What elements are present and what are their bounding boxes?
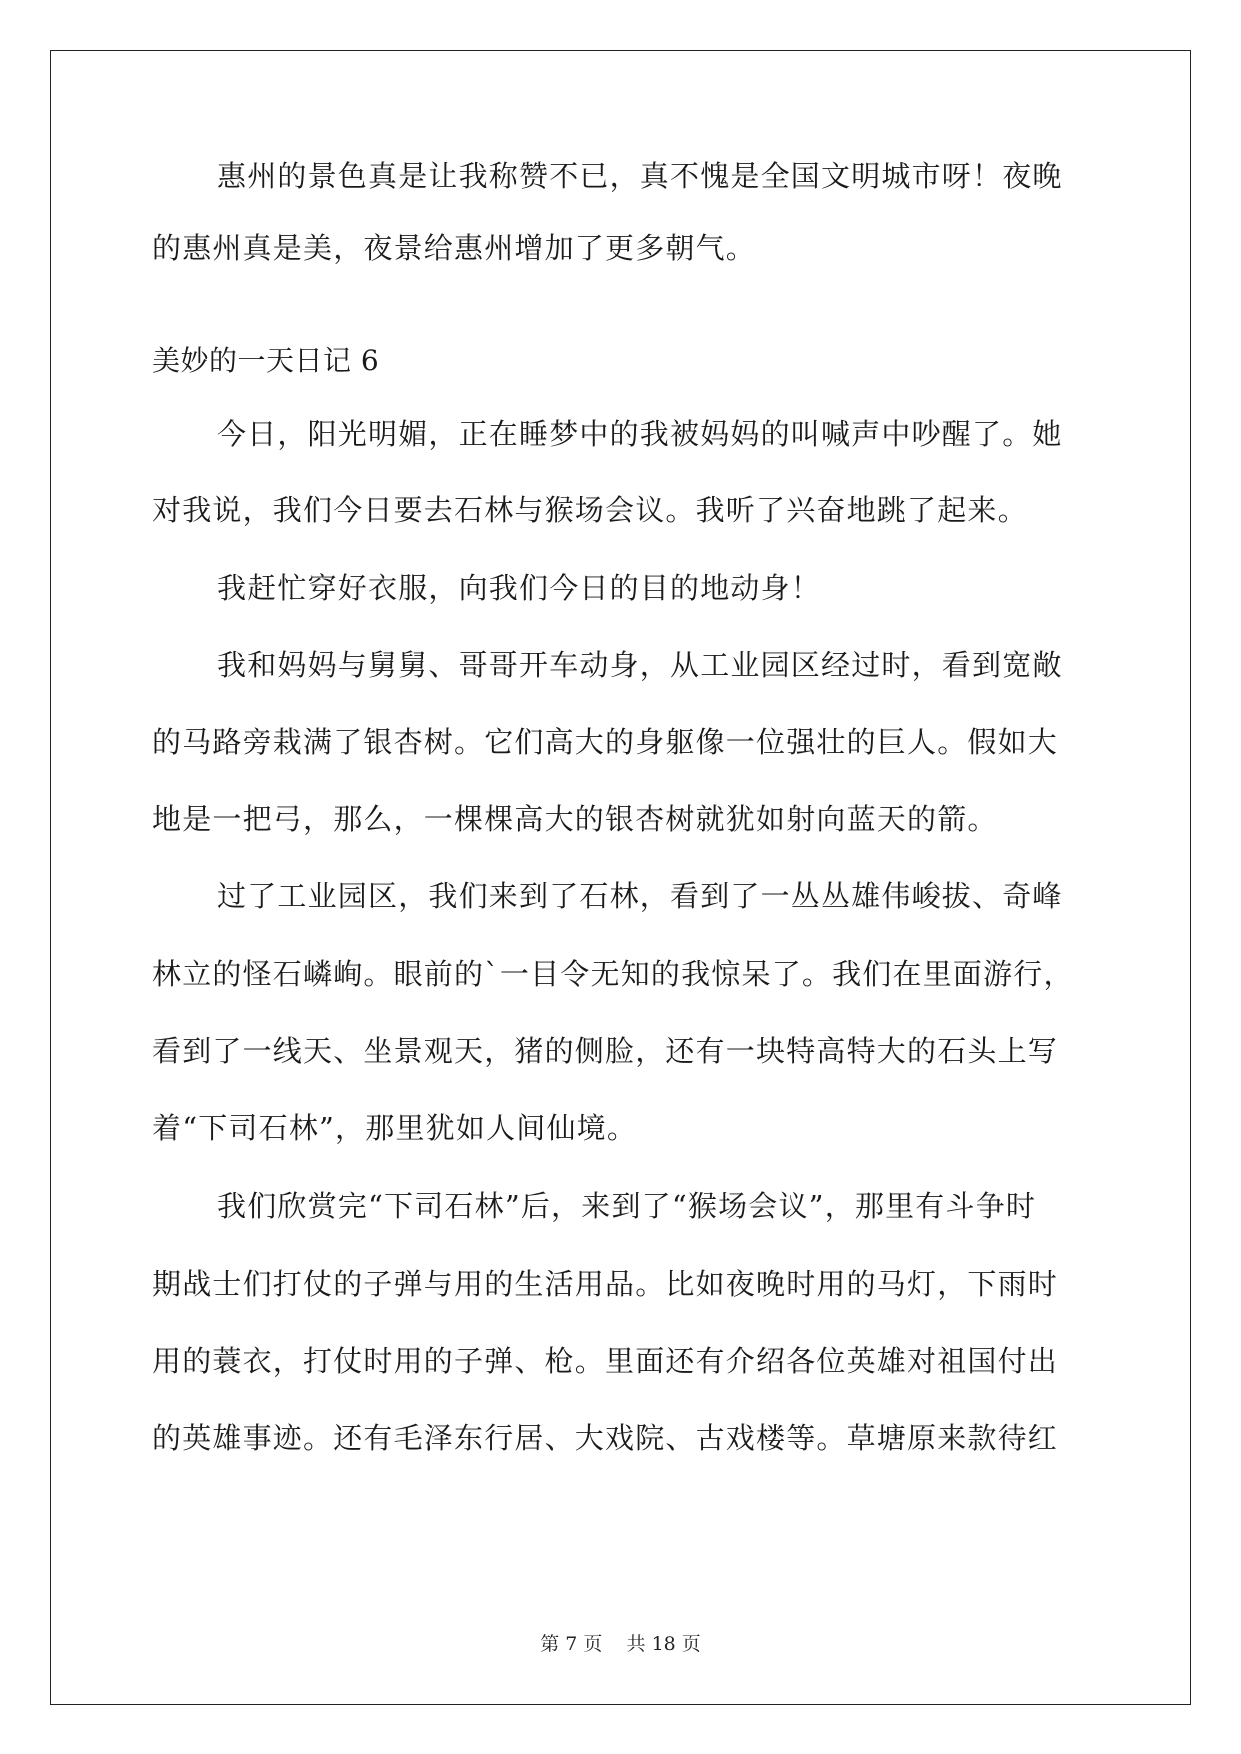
paragraph-3-line-1: 我赶忙穿好衣服，向我们今日的目的地动身！ — [217, 571, 822, 605]
paragraph-5-line-1: 过了工业园区，我们来到了石林，看到了一丛丛雄伟峻拔、奇峰 — [217, 879, 1063, 913]
section-heading: 美妙的一天日记 6 — [152, 344, 380, 377]
paragraph-2-line-1: 今日，阳光明媚，正在睡梦中的我被妈妈的叫喊声中吵醒了。她 — [217, 417, 1063, 451]
paragraph-1-line-1: 惠州的景色真是让我称赞不已，真不愧是全国文明城市呀！夜晚 — [217, 159, 1063, 193]
paragraph-2-line-2: 对我说，我们今日要去石林与猴场会议。我听了兴奋地跳了起来。 — [152, 493, 1028, 527]
paragraph-6-line-4: 的英雄事迹。还有毛泽东行居、大戏院、古戏楼等。草塘原来款待红 — [152, 1421, 1059, 1455]
paragraph-6-line-1: 我们欣赏完“下司石林”后，来到了“猴场会议”，那里有斗争时 — [217, 1189, 1037, 1223]
page-number: 第 7 页 — [540, 1633, 603, 1655]
paragraph-4-line-3: 地是一把弓，那么，一棵棵高大的银杏树就犹如射向蓝天的箭。 — [152, 802, 998, 836]
paragraph-1-line-2: 的惠州真是美，夜景给惠州增加了更多朝气。 — [152, 231, 757, 265]
paragraph-5-line-4: 着“下司石林”，那里犹如人间仙境。 — [152, 1111, 638, 1145]
page-total: 共 18 页 — [626, 1633, 701, 1655]
page-footer — [0, 1629, 1241, 1656]
paragraph-4-line-1: 我和妈妈与舅舅、哥哥开车动身，从工业园区经过时，看到宽敞 — [217, 648, 1063, 682]
paragraph-5-line-2: 林立的怪石嶙峋。眼前的`一目令无知的我惊呆了。我们在里面游行， — [152, 957, 1074, 991]
paragraph-5-line-3: 看到了一线天、坐景观天，猪的侧脸，还有一块特高特大的石头上写 — [152, 1034, 1059, 1068]
paragraph-4-line-2: 的马路旁栽满了银杏树。它们高大的身躯像一位强壮的巨人。假如大 — [152, 725, 1059, 759]
paragraph-6-line-2: 期战士们打仗的子弹与用的生活用品。比如夜晚时用的马灯，下雨时 — [152, 1267, 1059, 1301]
paragraph-6-line-3: 用的蓑衣，打仗时用的子弹、枪。里面还有介绍各位英雄对祖国付出 — [152, 1344, 1059, 1378]
